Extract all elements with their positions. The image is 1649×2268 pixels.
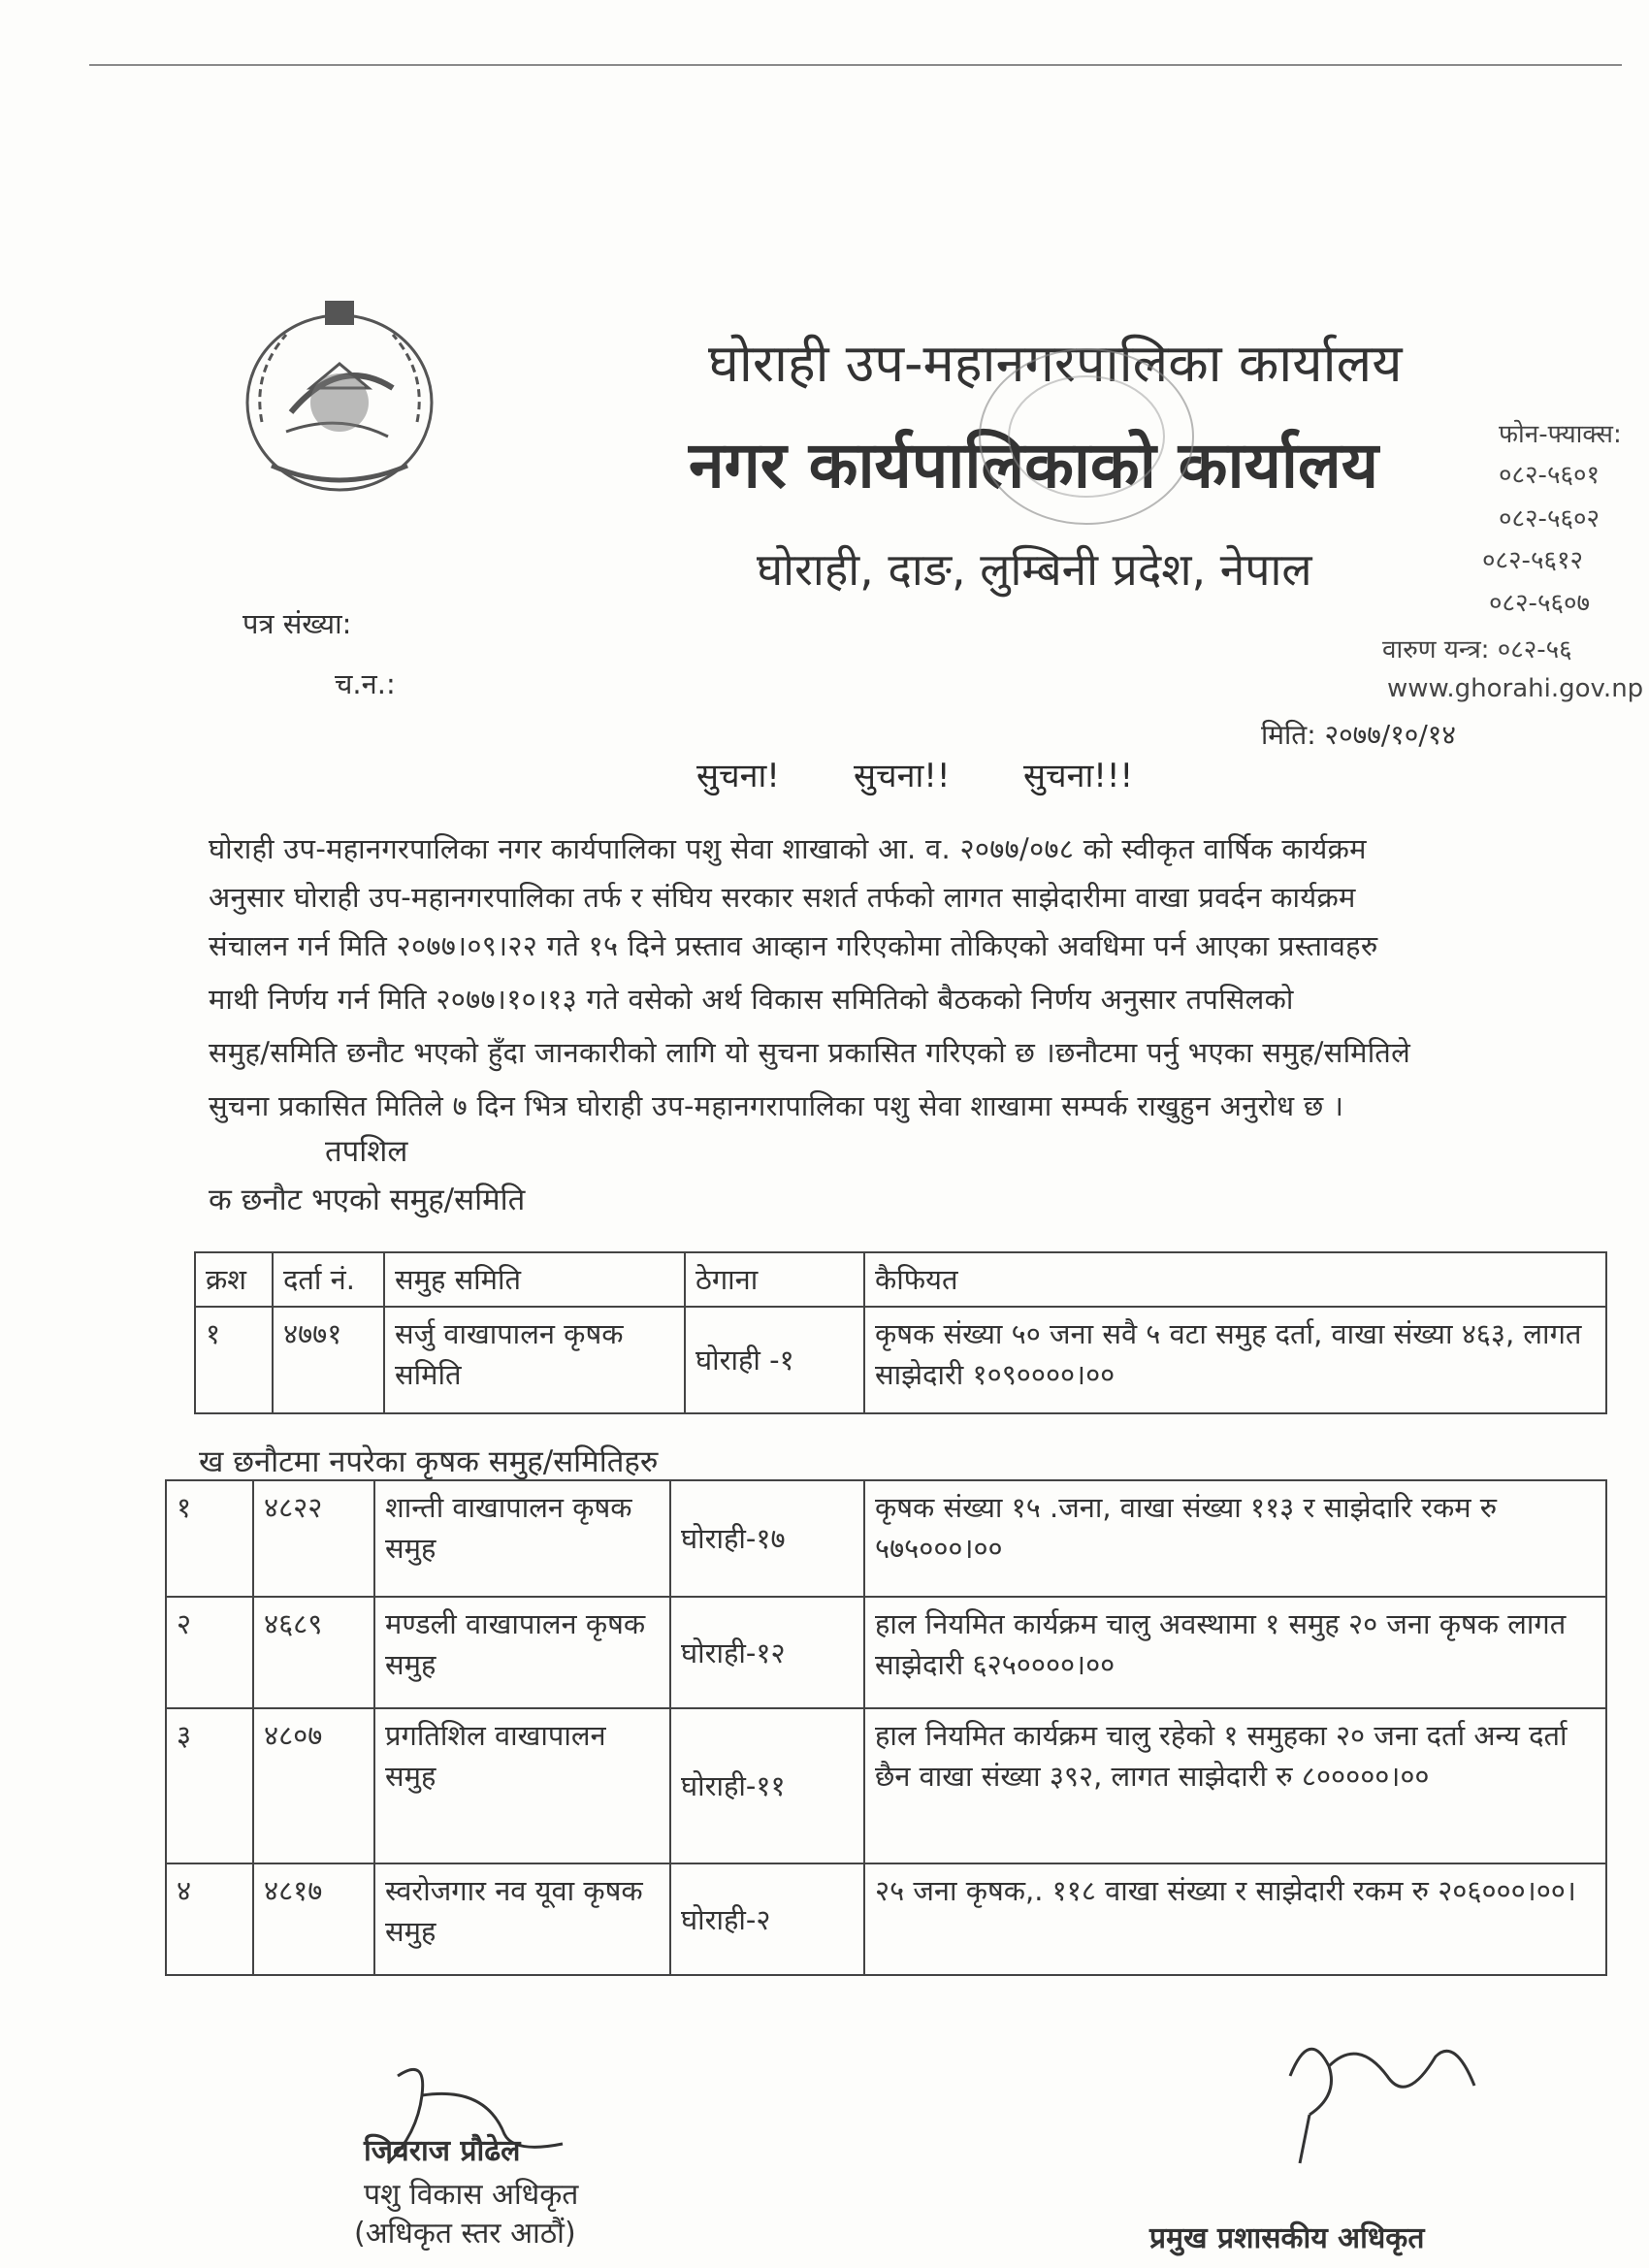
- office-name: घोराही उप-महानगरपालिका कार्यालय: [708, 333, 1403, 394]
- table-row: [166, 1708, 1606, 1863]
- body-line-6: सुचना प्रकासित मितिले ७ दिन भित्र घोराही उप-महानगरापालिका पशु सेवा शाखामा सम्पर्क राखुहुन अनुरोध छ ।: [209, 1089, 1344, 1122]
- signature-right-icon: [1271, 2018, 1504, 2173]
- cell-sn: १: [195, 1307, 273, 1413]
- office-seal-icon: [970, 340, 1203, 534]
- executive-office-name: नगर कार्यपालिकाको कार्यालय: [689, 428, 1378, 502]
- table-row: [166, 1863, 1606, 1975]
- notice-word-3: सुचना!!!: [1023, 757, 1134, 795]
- body-line-4: माथी निर्णय गर्न मिति २०७७।१०।१३ गते वसेको अर्थ विकास समितिको बैठकको निर्णय अनुसार तपसिलको: [209, 983, 1294, 1016]
- cell-reg: ४८१७: [253, 1863, 374, 1975]
- top-rule: [89, 64, 1622, 66]
- header-address: ठेगाना: [685, 1252, 864, 1307]
- cell-address: घोराही-११: [670, 1708, 864, 1863]
- cell-address: घोराही-२: [670, 1863, 864, 1975]
- phone-1: ०८२-५६०१: [1499, 461, 1600, 490]
- tapasil-label: तपशिल: [325, 1134, 408, 1169]
- not-selected-groups-table: [165, 1479, 1607, 1976]
- table-header-row: [195, 1252, 1606, 1307]
- cell-remarks: हाल नियमित कार्यक्रम चालु अवस्थामा १ समुह २० जना कृषक लागत साझेदारी ६२५००००।००: [864, 1597, 1606, 1708]
- header-sn: क्रश: [195, 1252, 273, 1307]
- letter-number-label: पत्र संख्या:: [242, 607, 352, 640]
- cell-sn: ३: [166, 1708, 253, 1863]
- cell-group: सर्जु वाखापालन कृषक समिति: [384, 1307, 685, 1413]
- header-remarks: कैफियत: [864, 1252, 1606, 1307]
- cell-sn: ४: [166, 1863, 253, 1975]
- cell-address: घोराही-१२: [670, 1597, 864, 1708]
- cell-address: घोराही-१७: [670, 1480, 864, 1597]
- signatory-left-title: पशु विकास अधिकृत: [364, 2178, 579, 2212]
- cell-group: स्वरोजगार नव यूवा कृषक समुह: [374, 1863, 670, 1975]
- body-line-3: संचालन गर्न मिति २०७७।०९।२२ गते १५ दिने प्रस्ताव आव्हान गरिएकोमा तोकिएको अवधिमा पर्न आएका प्रस्तावहरु: [209, 929, 1378, 962]
- header-group: समुह समिति: [384, 1252, 685, 1307]
- cell-sn: २: [166, 1597, 253, 1708]
- fax-number: वारुण यन्त्र: ०८२-५६: [1382, 635, 1572, 664]
- website-link[interactable]: www.ghorahi.gov.np: [1387, 674, 1644, 703]
- cell-remarks: हाल नियमित कार्यक्रम चालु रहेको १ समुहका २० जना दर्ता अन्य दर्ता छैन वाखा संख्या ३९२, लागत साझेदारी रु ८०००००।००: [864, 1708, 1606, 1863]
- dispatch-number-label: च.न.:: [335, 667, 396, 700]
- body-line-5: समुह/समिति छनौट भएको हुँदा जानकारीको लागि यो सुचना प्रकासित गरिएको छ ।छनौटमा पर्नु भएका समुह/समितिले: [209, 1036, 1411, 1069]
- letter-date: मिति: २०७७/१०/१४: [1261, 719, 1456, 751]
- table-row: [195, 1307, 1606, 1413]
- cell-address: घोराही -१: [685, 1307, 864, 1413]
- phone-4: ०८२-५६०७: [1489, 589, 1591, 618]
- table-row: [166, 1597, 1606, 1708]
- signatory-right-title: प्रमुख प्रशासकीय अधिकृत: [1149, 2221, 1425, 2255]
- section-a-title: क छनौट भएको समुह/समिति: [209, 1183, 526, 1217]
- cell-reg: ४८२२: [253, 1480, 374, 1597]
- nepal-emblem-icon: [233, 296, 446, 504]
- cell-reg: ४६८९: [253, 1597, 374, 1708]
- cell-remarks: कृषक संख्या १५ .जना, वाखा संख्या ११३ र साझेदारि रकम रु ५७५०००।००: [864, 1480, 1606, 1597]
- notice-word-2: सुचना!!: [854, 757, 951, 795]
- cell-group: शान्ती वाखापालन कृषक समुह: [374, 1480, 670, 1597]
- contact-label: फोन-फ्याक्स:: [1499, 420, 1622, 449]
- section-b-title: ख छनौटमा नपरेका कृषक समुह/समितिहरु: [199, 1444, 659, 1479]
- header-reg: दर्ता नं.: [273, 1252, 384, 1307]
- notice-word-1: सुचना!: [696, 757, 780, 795]
- body-line-2: अनुसार घोराही उप-महानगरपालिका तर्फ र संघिय सरकार सशर्त तर्फको लागत साझेदारीमा वाखा प्रवर्दन कार्यक्रम: [209, 881, 1356, 914]
- cell-group: प्रगतिशिल वाखापालन समुह: [374, 1708, 670, 1863]
- table-row: [166, 1480, 1606, 1597]
- office-address: घोराही, दाङ, लुम्बिनी प्रदेश, नेपाल: [757, 543, 1312, 596]
- selected-groups-table: [194, 1251, 1607, 1414]
- cell-group: मण्डली वाखापालन कृषक समुह: [374, 1597, 670, 1708]
- signatory-left-name: जिवराज प्रौढेल: [364, 2134, 521, 2168]
- phone-3: ०८२-५६१२: [1482, 546, 1584, 575]
- signatory-left-rank: (अधिकृत स्तर आठौं): [354, 2217, 576, 2251]
- phone-2: ०८२-५६०२: [1499, 504, 1600, 534]
- cell-remarks: २५ जना कृषक,. ११८ वाखा संख्या र साझेदारी रकम रु २०६०००।००।: [864, 1863, 1606, 1975]
- cell-reg: ४७७१: [273, 1307, 384, 1413]
- cell-reg: ४८०७: [253, 1708, 374, 1863]
- cell-remarks: कृषक संख्या ५० जना सवै ५ वटा समुह दर्ता, वाखा संख्या ४६३, लागत साझेदारी १०९००००।००: [864, 1307, 1606, 1413]
- body-line-1: घोराही उप-महानगरपालिका नगर कार्यपालिका पशु सेवा शाखाको आ. व. २०७७/०७८ को स्वीकृत वार्षिक कार्यक्रम: [209, 832, 1367, 865]
- cell-sn: १: [166, 1480, 253, 1597]
